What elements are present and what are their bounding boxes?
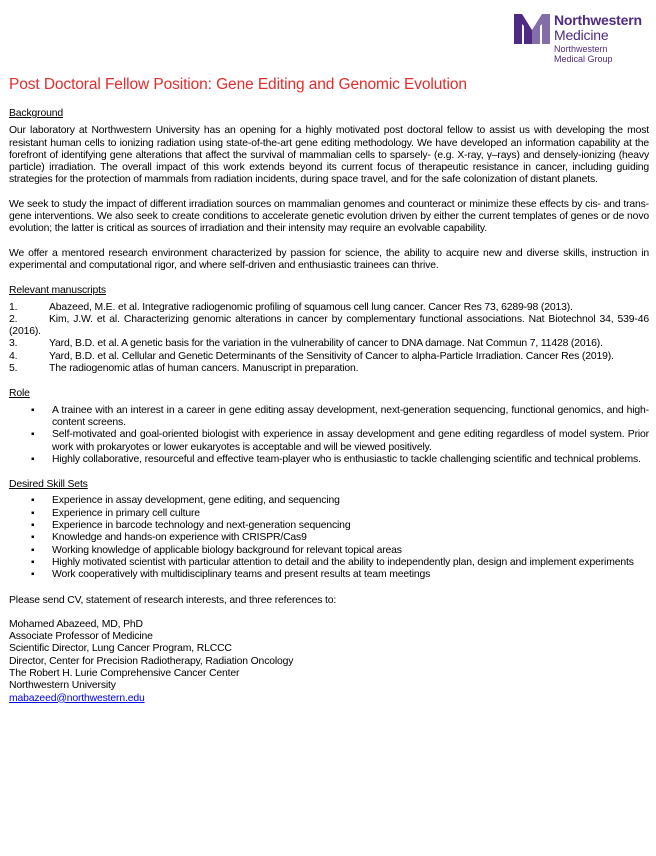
- manuscript-item: [9, 302, 649, 314]
- contact-signature: [9, 619, 649, 705]
- skill-item: ▪ Work cooperatively with multidisciplinary teams and present results at team meetings: [9, 569, 649, 581]
- northwestern-m-logo-icon: [514, 14, 550, 44]
- role-item: ▪ Highly collaborative, resourceful and effective team-player who is enthusiastic to tackle challenging scientific and technical problems.: [9, 454, 649, 466]
- logo-line-medicine: Medicine: [554, 27, 609, 43]
- role-item: ▪ Self-motivated and goal-oriented biologist with experience in assay development and gene editing regardless of model system. Prior work with prokaryotes or lower eukaryotes is acceptable and will be viewed positively.: [9, 429, 649, 454]
- background-heading: Background: [9, 108, 63, 119]
- skill-item: ▪ Highly motivated scientist with particular attention to detail and the ability to independently plan, design and implement experiments: [9, 557, 649, 569]
- logo-subtitle-line1: Northwestern: [554, 44, 608, 54]
- contact-line: Associate Professor of Medicine: [9, 631, 153, 643]
- contact-line: Northwestern University: [9, 680, 116, 692]
- contact-line: Scientific Director, Lung Cancer Program, RLCCC: [9, 643, 232, 655]
- closing-instructions: Please send CV, statement of research interests, and three references to:: [9, 594, 337, 606]
- skill-item: ▪ Working knowledge of applicable biology background for relevant topical areas: [9, 545, 649, 557]
- logo-line-northwestern: Northwestern: [554, 12, 642, 28]
- northwestern-medicine-logo: [514, 12, 650, 64]
- skill-item: ▪ Experience in primary cell culture: [9, 508, 649, 520]
- page-title: Post Doctoral Fellow Position: Gene Editing and Genomic Evolution: [9, 76, 467, 93]
- role-list: [9, 405, 649, 466]
- role-item: ▪ A trainee with an interest in a career in gene editing assay development, next-generation sequencing, functional genomics, and high-content screens.: [9, 405, 649, 430]
- manuscripts-list: [9, 302, 649, 376]
- manuscript-item: [9, 363, 649, 375]
- contact-email-link[interactable]: mabazeed@northwestern.edu: [9, 692, 145, 704]
- logo-subtitle: [554, 44, 613, 64]
- role-heading: Role: [9, 388, 30, 400]
- contact-name: Mohamed Abazeed, MD, PhD: [9, 618, 143, 630]
- manuscript-citation: Abazeed, M.E. et al. Integrative radiogenomic profiling of squamous cell lung cancer. Cancer Res 73, 6289-98 (2013).: [49, 301, 573, 313]
- skills-heading: Desired Skill Sets: [9, 479, 88, 491]
- background-paragraph: We seek to study the impact of different irradiation sources on mammalian genomes and counteract or minimize these effects by cis- and trans-gene interventions. We also seek to create conditions to accelerate genetic evolution driven by either the current templates of genes or de novo evolution; the latter is critical as sources of irradiation and their intensity may require an evolvable capability.: [9, 198, 649, 235]
- manuscript-citation: The radiogenomic atlas of human cancers. Manuscript in preparation.: [49, 363, 359, 375]
- manuscript-number: 2.: [9, 313, 18, 325]
- manuscript-number: 3.: [9, 338, 18, 350]
- logo-subtitle-line2: Medical Group: [554, 54, 613, 64]
- manuscript-item: [9, 338, 649, 350]
- manuscript-number: 4.: [9, 350, 18, 362]
- manuscript-citation: Yard, B.D. et al. Cellular and Genetic Determinants of the Sensitivity of Cancer to alpha-Particle Irradiation. Cancer Res (2019).: [49, 350, 614, 362]
- skill-item: ▪ Experience in barcode technology and next-generation sequencing: [9, 520, 649, 532]
- manuscript-item: [9, 314, 649, 339]
- contact-line: The Robert H. Lurie Comprehensive Cancer Center: [9, 667, 240, 679]
- manuscript-number: 5.: [9, 363, 18, 375]
- manuscript-number: 1.: [9, 301, 18, 313]
- manuscript-item: [9, 351, 649, 363]
- skills-list: [9, 495, 649, 581]
- manuscript-citation: Yard, B.D. et al. A genetic basis for the variation in the vulnerability of cancer to DNA damage. Nat Commun 7, 11428 (2016).: [49, 338, 603, 350]
- manuscripts-heading: Relevant manuscripts: [9, 285, 106, 297]
- skill-item: ▪ Knowledge and hands-on experience with CRISPR/Cas9: [9, 532, 649, 544]
- contact-line: Director, Center for Precision Radiotherapy, Radiation Oncology: [9, 655, 294, 667]
- background-paragraph: Our laboratory at Northwestern University has an opening for a highly motivated post doctoral fellow to assist us with developing the most resistant human cells to ionizing radiation using state-of-the-art gene editing methodology. We have developed an information capability at the forefront of identifying gene alterations that affect the survival of mammalian cells to sparsely- (e.g. X-ray, γ–rays) and densely-ionizing (heavy particle) irradiation. The overall impact of this work extends beyond its current focus of therapeutic resistance in cancer, including guiding strategies for the protection of mammals from radiation incidents, during space travel, and for the safe colonization of distant planets.: [9, 125, 649, 186]
- background-paragraph: We offer a mentored research environment characterized by passion for science, the ability to acquire new and diverse skills, instruction in experimental and computational rigor, and where self-driven and enthusiastic trainees can thrive.: [9, 247, 649, 271]
- manuscript-citation: Kim, J.W. et al. Characterizing genomic alterations in cancer by complementary functional associations. Nat Biotechnol 34, 539-46 (2016).: [9, 313, 649, 338]
- skill-item: ▪ Experience in assay development, gene editing, and sequencing: [9, 495, 649, 507]
- document-body: [9, 108, 649, 705]
